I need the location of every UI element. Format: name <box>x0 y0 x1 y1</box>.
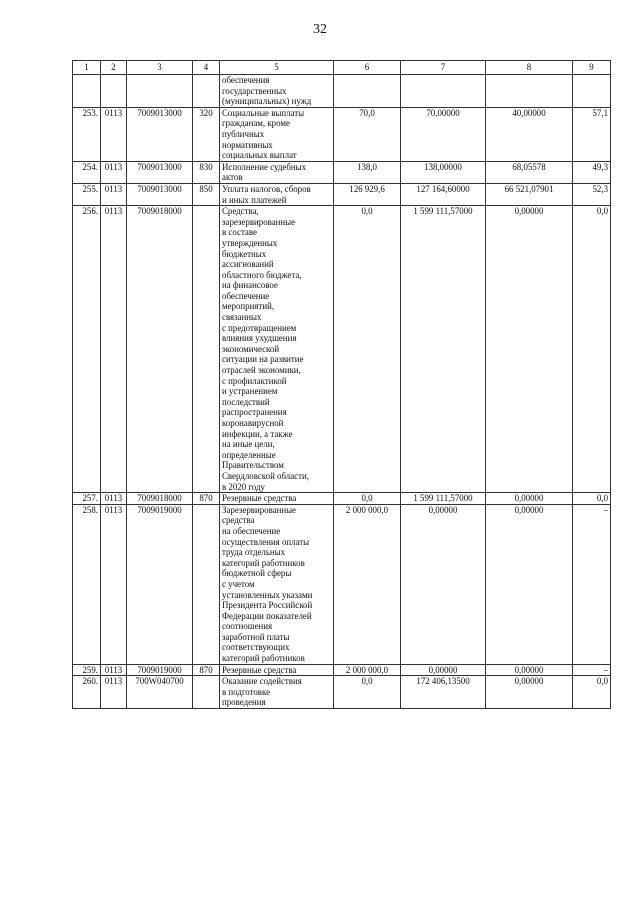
expense-type-cell: 850 <box>193 183 220 205</box>
name-line: отраслей экономики, <box>222 365 301 376</box>
name-line: утвержденных <box>222 237 278 248</box>
name-line: установленных указами <box>222 589 313 600</box>
name-line: распространения <box>222 407 287 418</box>
name-line: коронавирусной <box>222 418 284 428</box>
adjusted-amount-cell: 0,00000 <box>401 504 486 664</box>
name-line: Президента Российской <box>222 600 313 611</box>
budget-table <box>72 60 611 709</box>
name-line: и иных платежей <box>222 194 287 205</box>
adjusted-amount-cell: 127 164,60000 <box>401 183 486 205</box>
row-number-cell: 256. <box>73 206 101 493</box>
section-code-cell: 0113 <box>101 183 127 205</box>
plan-amount-cell: 70,0 <box>334 107 401 161</box>
plan-amount-cell: 0,0 <box>334 676 401 709</box>
target-article-cell: 7009018000 <box>127 206 193 493</box>
row-number-cell: 259. <box>73 664 101 676</box>
executed-amount-cell: 68,05578 <box>486 161 573 183</box>
name-line: актов <box>222 172 243 183</box>
name-line: на обеспечение <box>222 525 281 536</box>
item-name-cell <box>220 664 334 676</box>
execution-percent-cell: 49,3 <box>573 161 611 183</box>
col-header-9: 9 <box>573 61 611 75</box>
name-line: Свердловской области, <box>222 470 309 481</box>
name-line: (муниципальных) нужд <box>222 96 312 107</box>
plan-amount-cell: 0,0 <box>334 206 401 493</box>
name-line: заработной платы <box>222 631 290 642</box>
plan-amount-cell: 0,0 <box>334 493 401 505</box>
col-header-6: 6 <box>334 61 401 75</box>
continuation-row <box>73 75 611 108</box>
executed-amount-cell: 0,00000 <box>486 493 573 505</box>
item-name-cell <box>220 161 334 183</box>
name-line: в 2020 году <box>222 481 265 492</box>
target-article-cell: 7009019000 <box>127 664 193 676</box>
execution-percent-cell: 52,3 <box>573 183 611 205</box>
executed-amount-cell: 0,00000 <box>486 504 573 664</box>
adjusted-amount-cell: 1 599 111,57000 <box>401 493 486 505</box>
name-line: соотношения <box>222 621 273 632</box>
name-line: экономической <box>222 343 280 354</box>
name-line: Социальные выплаты <box>222 107 305 118</box>
name-line: осуществления оплаты <box>222 536 310 547</box>
executed-amount-cell: 0,00000 <box>486 676 573 709</box>
col-header-7: 7 <box>401 61 486 75</box>
table-row <box>73 183 611 205</box>
col-header-1: 1 <box>73 61 101 75</box>
adjusted-amount-cell: 172 406,13500 <box>401 676 486 709</box>
row-number-cell: 257. <box>73 493 101 505</box>
table-row <box>73 161 611 183</box>
name-line: Федерации показателей <box>222 610 312 621</box>
executed-amount-cell: 66 521,07901 <box>486 183 573 205</box>
plan-amount-cell: 2 000 000,0 <box>334 664 401 676</box>
item-name-cell <box>220 676 334 709</box>
name-line: Исполнение судебных <box>222 161 307 172</box>
execution-percent-cell: 0,0 <box>573 676 611 709</box>
plan-amount-cell: 138,0 <box>334 161 401 183</box>
name-line: Резервные средства <box>222 664 297 675</box>
name-line: на финансовое <box>222 280 278 291</box>
name-line: Оказание содействия <box>222 676 302 687</box>
row-number-cell: 253. <box>73 107 101 161</box>
table-row <box>73 493 611 505</box>
target-article-cell: 7009013000 <box>127 161 193 183</box>
name-line: с учетом <box>222 578 255 589</box>
section-code-cell: 0113 <box>101 161 127 183</box>
name-line: Резервные средства <box>222 493 297 504</box>
item-name-cell <box>220 504 334 664</box>
expense-type-cell: 320 <box>193 107 220 161</box>
expense-type-cell <box>193 676 220 709</box>
execution-percent-cell: – <box>573 504 611 664</box>
name-line: мероприятий, <box>222 301 275 312</box>
table-row <box>73 664 611 676</box>
name-line: и устранением <box>222 386 278 397</box>
target-article-cell: 7009013000 <box>127 107 193 161</box>
name-line: ассигнований <box>222 259 274 270</box>
section-code-cell: 0113 <box>101 107 127 161</box>
col-header-2: 2 <box>101 61 127 75</box>
execution-percent-cell: 57,1 <box>573 107 611 161</box>
name-line: обеспечение <box>222 290 270 301</box>
name-line: с предотвращением <box>222 322 297 333</box>
name-line: связанных <box>222 312 262 323</box>
name-line: категорий работников <box>222 557 305 568</box>
name-line: зарезервированные <box>222 216 296 227</box>
adjusted-amount-cell: 0,00000 <box>401 664 486 676</box>
item-name-cell <box>220 206 334 493</box>
name-line: социальных выплат <box>222 150 297 161</box>
table-row <box>73 676 611 709</box>
row-number-cell: 254. <box>73 161 101 183</box>
name-line: с профилактикой <box>222 375 287 386</box>
col-header-5: 5 <box>220 61 334 75</box>
executed-amount-cell: 0,00000 <box>486 664 573 676</box>
name-line: в подготовке <box>222 686 271 697</box>
section-code-cell: 0113 <box>101 676 127 709</box>
name-line: инфекции, а также <box>222 428 293 439</box>
expense-type-cell <box>193 206 220 493</box>
name-line: труда отдельных <box>222 547 286 558</box>
expense-type-cell: 870 <box>193 664 220 676</box>
name-line: государственных <box>222 85 287 96</box>
execution-percent-cell: 0,0 <box>573 206 611 493</box>
expense-type-cell: 870 <box>193 493 220 505</box>
expense-type-cell <box>193 504 220 664</box>
name-line: публичных <box>222 128 265 139</box>
col-header-4: 4 <box>193 61 220 75</box>
section-code-cell: 0113 <box>101 206 127 493</box>
section-code-cell: 0113 <box>101 504 127 664</box>
row-number-cell: 255. <box>73 183 101 205</box>
name-line: Уплата налогов, сборов <box>222 183 311 194</box>
name-line: ситуации на развитие <box>222 354 304 365</box>
name-line: на иные цели, <box>222 439 275 450</box>
name-line: средства <box>222 515 255 526</box>
item-name-cell <box>220 493 334 505</box>
col-header-8: 8 <box>486 61 573 75</box>
execution-percent-cell: 0,0 <box>573 493 611 505</box>
name-line: Средства, <box>222 206 259 217</box>
adjusted-amount-cell: 70,00000 <box>401 107 486 161</box>
row-number-cell: 260. <box>73 676 101 709</box>
execution-percent-cell: – <box>573 664 611 676</box>
executed-amount-cell: 40,00000 <box>486 107 573 161</box>
name-line: нормативных <box>222 139 273 150</box>
name-line: в составе <box>222 227 257 238</box>
name-line: гражданам, кроме <box>222 118 290 129</box>
adjusted-amount-cell: 1 599 111,57000 <box>401 206 486 493</box>
plan-amount-cell: 126 929,6 <box>334 183 401 205</box>
name-line: областного бюджета, <box>222 269 302 280</box>
name-line: проведения <box>222 697 266 708</box>
executed-amount-cell: 0,00000 <box>486 206 573 493</box>
name-line: определенные <box>222 449 276 460</box>
table-row <box>73 107 611 161</box>
adjusted-amount-cell: 138,00000 <box>401 161 486 183</box>
target-article-cell: 7009019000 <box>127 504 193 664</box>
plan-amount-cell: 2 000 000,0 <box>334 504 401 664</box>
col-header-3: 3 <box>127 61 193 75</box>
page-number: 32 <box>313 22 327 37</box>
name-line: влияния ухудшения <box>222 333 297 344</box>
target-article-cell: 7009018000 <box>127 493 193 505</box>
header-row <box>73 61 611 75</box>
name-line: бюджетной сферы <box>222 568 292 579</box>
section-code-cell: 0113 <box>101 664 127 676</box>
section-code-cell: 0113 <box>101 493 127 505</box>
item-name-cell <box>220 183 334 205</box>
name-line: последствий <box>222 396 270 407</box>
name-line: Зарезервированные <box>222 504 296 515</box>
table-row <box>73 206 611 493</box>
name-line: бюджетных <box>222 248 267 259</box>
name-line: обеспечения <box>222 75 270 85</box>
name-line: категорий работников <box>222 653 305 664</box>
name-line: Правительством <box>222 460 284 471</box>
name-line: соответствующих <box>222 642 290 653</box>
expense-type-cell: 830 <box>193 161 220 183</box>
item-name-cell <box>220 107 334 161</box>
row-number-cell: 258. <box>73 504 101 664</box>
table-row <box>73 504 611 664</box>
continuation-name-cell <box>220 75 334 108</box>
target-article-cell: 700W040700 <box>127 676 193 709</box>
target-article-cell: 7009013000 <box>127 183 193 205</box>
